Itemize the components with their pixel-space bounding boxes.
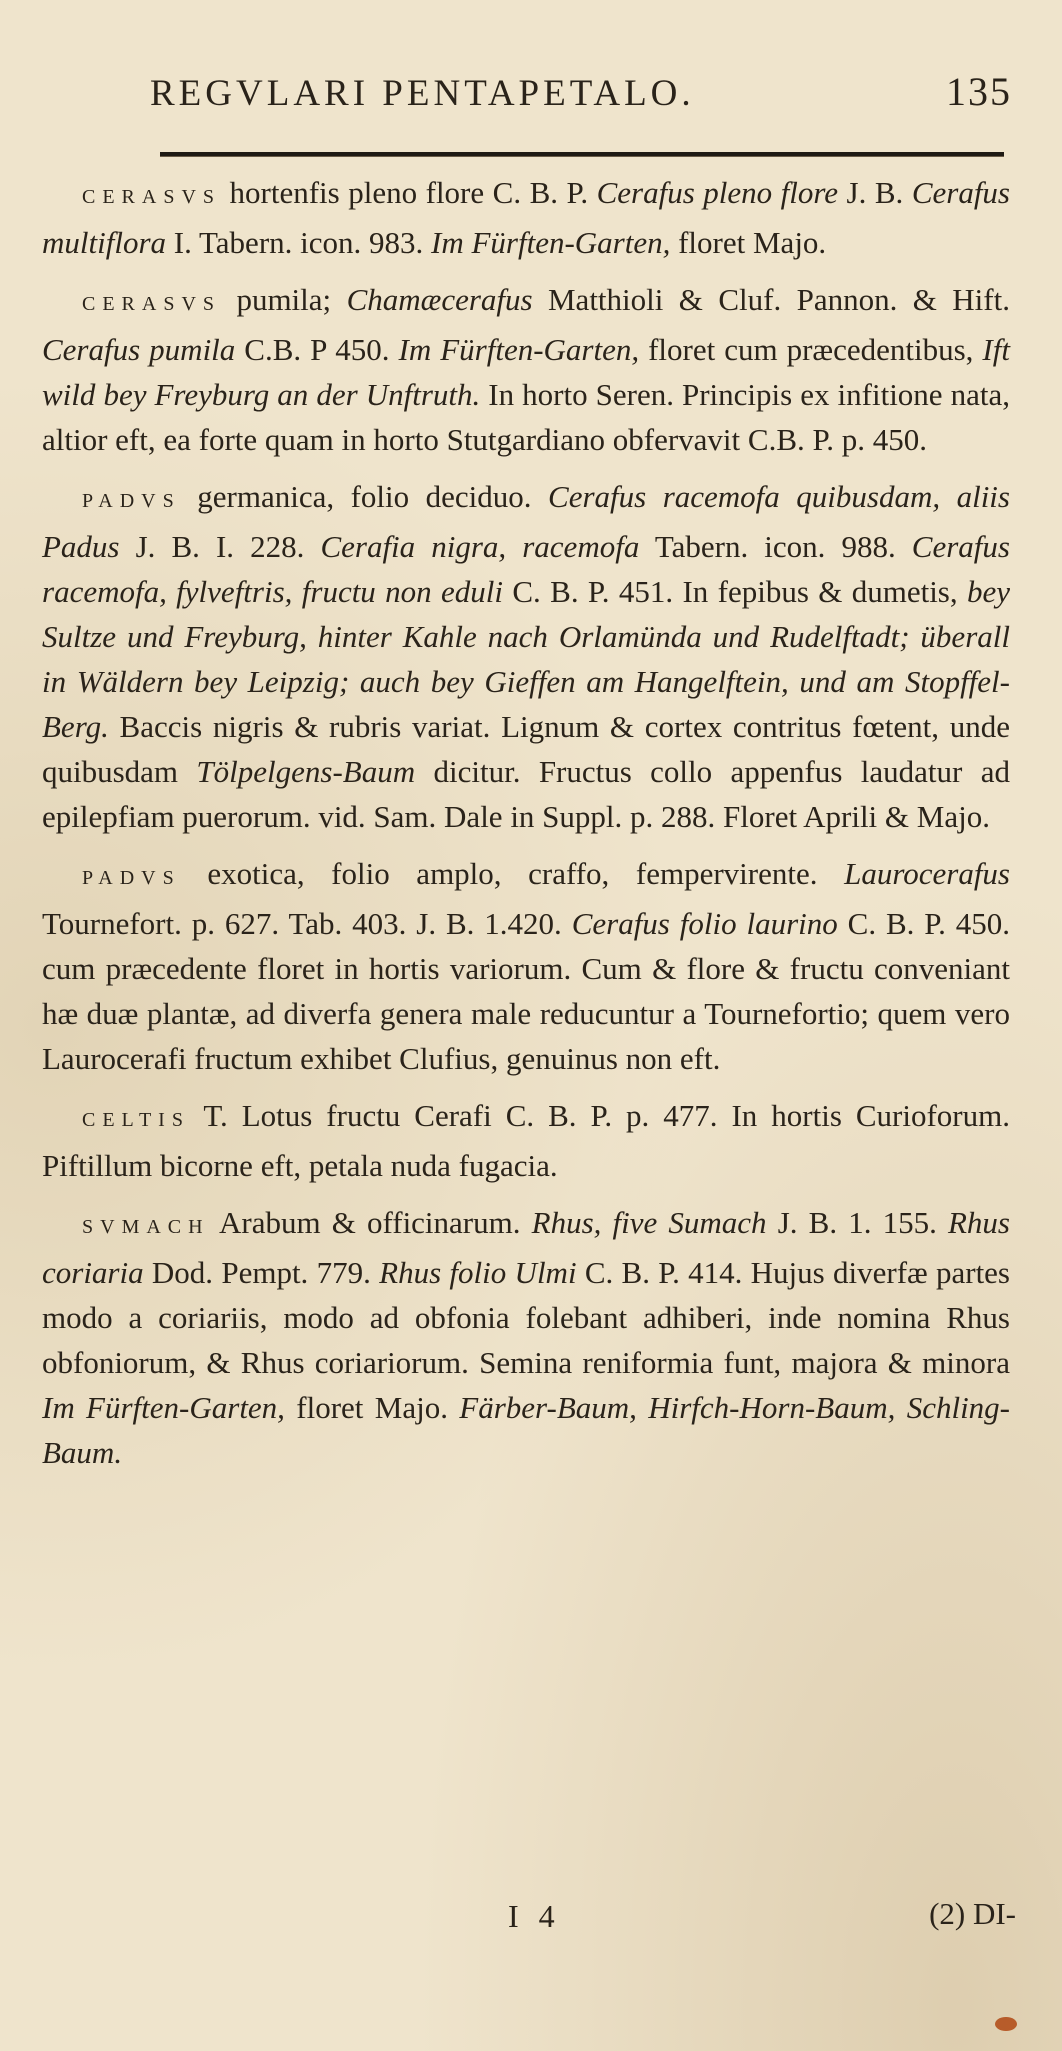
italic-text: Cerafus pleno flore (596, 175, 839, 210)
entry-genus-name: SVMACH (82, 1216, 210, 1238)
text-run: dicitur. Fructus collo appenfus laudatur ad epilepfiam puerorum. vid. Sam. Dale in Suppl. p. 288. Floret Aprili & Majo. (42, 754, 1010, 834)
text-run: Baccis nigris & rubris variat. Lignum & cortex contritus fœtent, unde quibusdam (42, 709, 1010, 789)
header-rule (160, 152, 1004, 157)
italic-text: Im Fürften-Garten, (431, 225, 671, 260)
entry-paragraph (42, 474, 1010, 839)
text-run: J. B. I. 228. (119, 529, 321, 564)
italic-text: Färber-Baum, Hirfch-Horn-Baum, Schling-Baum. (42, 1390, 1010, 1470)
entry-genus-name: PADVS (82, 867, 181, 889)
italic-text: Ift wild bey Freyburg an der Unftruth. (42, 332, 1010, 412)
italic-text: Chamæcerafus (346, 282, 533, 317)
text-run: C. B. P. 451. In fepibus & dumetis, (503, 574, 967, 609)
italic-text: Cerafus pumila (42, 332, 236, 367)
entry-genus-name: CELTIS (82, 1109, 190, 1131)
running-head-title: REGVLARI PENTAPETALO. (150, 73, 695, 114)
italic-text: bey Sultze und Freyburg, hinter Kahle nach Orlamünda und Rudelftadt; überall in Wäldern bey Leipzig; auch bey Gieffen am Hangelftein, und am Stopffel-Berg. (42, 574, 1011, 744)
signature-mark: I 4 (508, 1898, 561, 1934)
text-run: C. B. P. 414. Hujus diverfæ partes modo a coriariis, modo ad obfonia folebant adhiberi, inde nomina Rhus obfoniorum, & Rhus coriariorum. Semina reniformia funt, majora & minora (42, 1255, 1011, 1380)
italic-text: Cerafus folio laurino (571, 906, 838, 941)
text-run: Tournefort. p. 627. Tab. 403. J. B. 1.420. (42, 906, 572, 941)
text-run: floret cum præcedentibus, (639, 332, 983, 367)
italic-text: Im Fürften-Garten, (398, 332, 640, 367)
text-run: J. B. (838, 175, 912, 210)
italic-text: Rhus coriaria (42, 1205, 1010, 1290)
text-run: Tabern. icon. 988. (639, 529, 912, 564)
running-head (150, 68, 1012, 115)
text-run: I. Tabern. icon. 983. (166, 225, 432, 260)
italic-text: Cerafia nigra, racemofa (320, 529, 640, 564)
text-run: T. Lotus fructu Cerafi C. B. P. p. 477. In hortis Curioforum. Piftillum bicorne eft, petala nuda fugacia. (42, 1098, 1010, 1183)
text-run: J. B. 1. 155. (766, 1205, 948, 1240)
entry-paragraph (42, 851, 1010, 1081)
italic-text: Rhus folio Ulmi (379, 1255, 577, 1290)
entry-genus-name: CERASVS (82, 186, 222, 208)
text-run: C. B. P. 450. cum præcedente floret in hortis variorum. Cum & flore & fructu conveniant hæ duæ plantæ, ad diverfa genera male reducuntur a Tournefortio; quem vero Laurocerafi fructum exhibet Clufius, genuinus non eft. (42, 906, 1010, 1076)
italic-text: Cerafus racemofa quibusdam, aliis Padus (42, 479, 1010, 564)
text-run: Arabum & officinarum. (209, 1205, 532, 1240)
body-text (42, 170, 1010, 1475)
page-number: 135 (946, 69, 1012, 114)
text-run: germanica, folio deciduo. (180, 479, 549, 514)
text-run: floret Majo. (284, 1390, 460, 1425)
entry-genus-name: CERASVS (82, 293, 222, 315)
entry-paragraph (42, 170, 1010, 265)
italic-text: Laurocerafus (844, 856, 1010, 891)
italic-text: Im Fürften-Garten, (42, 1390, 285, 1425)
italic-text: Cerafus multiflora (42, 175, 1010, 260)
italic-text: Tölpelgens-Baum (196, 754, 416, 789)
entry-paragraph (42, 1200, 1010, 1475)
italic-text: Cerafus racemofa, fylveftris, fructu non eduli (42, 529, 1010, 609)
text-run: floret Majo. (670, 225, 827, 260)
text-run: C.B. P 450. (235, 332, 399, 367)
entry-paragraph (42, 1093, 1010, 1188)
entry-paragraph (42, 277, 1010, 462)
text-run: hortenfis pleno flore C. B. P. (221, 175, 597, 210)
paper-stain (995, 2017, 1017, 2031)
text-run: Matthioli & Cluf. Pannon. & Hift. (532, 282, 1010, 317)
catchword: (2) DI- (929, 1896, 1016, 1931)
text-run: exotica, folio amplo, craffo, fempervirente. (180, 856, 845, 891)
text-run: pumila; (221, 282, 347, 317)
text-run: Dod. Pempt. 779. (143, 1255, 380, 1290)
entry-genus-name: PADVS (82, 490, 181, 512)
text-run: In horto Seren. Principis ex infitione nata, altior eft, ea forte quam in horto Stutgardiano obfervavit C.B. P. p. 450. (42, 377, 1010, 457)
italic-text: Rhus, five Sumach (531, 1205, 767, 1240)
